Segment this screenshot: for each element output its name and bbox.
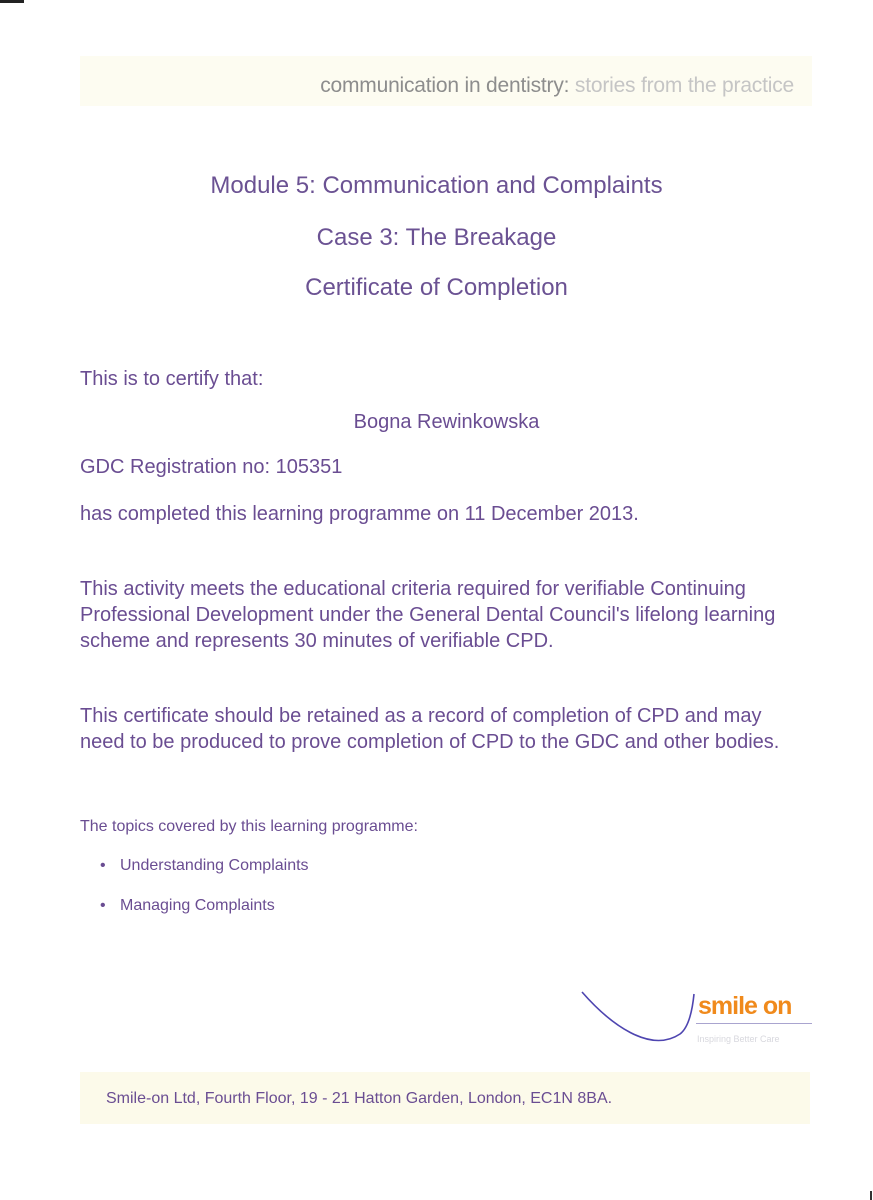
certificate-title: Certificate of Completion xyxy=(305,274,568,301)
certify-intro: This is to certify that: xyxy=(80,368,264,390)
gdc-registration: GDC Registration no: 105351 xyxy=(80,456,343,478)
logo-divider xyxy=(696,1023,812,1024)
completion-statement: has completed this learning programme on 11 December 2013. xyxy=(80,503,639,525)
case-title: Case 3: The Breakage xyxy=(316,224,557,251)
series-header xyxy=(80,56,812,106)
bullet-icon: • xyxy=(100,857,106,874)
series-title xyxy=(320,74,794,98)
logo-tagline: Inspiring Better Care xyxy=(697,1034,780,1044)
list-item xyxy=(100,896,309,936)
topics-list xyxy=(100,856,309,936)
scan-edge-mark xyxy=(0,0,24,3)
logo-wordmark: smile on xyxy=(698,992,792,1020)
swoosh-icon xyxy=(580,984,700,1054)
retain-paragraph: This certificate should be retained as a record of completion of CPD and may need to be produced to prove completion of CPD to the GDC and other bodies. xyxy=(80,705,780,753)
topics-heading: The topics covered by this learning programme: xyxy=(80,818,418,835)
footer xyxy=(80,1072,810,1124)
topic-label: Understanding Complaints xyxy=(120,857,309,874)
scan-corner-mark xyxy=(870,1191,872,1200)
footer-address: Smile-on Ltd, Fourth Floor, 19 - 21 Hatton Garden, London, EC1N 8BA. xyxy=(106,1090,613,1107)
module-title: Module 5: Communication and Complaints xyxy=(210,172,663,199)
series-title-suffix: stories from the practice xyxy=(574,74,794,97)
series-title-prefix: communication in dentistry: xyxy=(320,74,570,97)
smile-on-logo xyxy=(580,984,820,1054)
bullet-icon: • xyxy=(100,897,106,914)
recipient-name: Bogna Rewinkowska xyxy=(353,411,540,433)
list-item xyxy=(100,856,309,896)
cpd-paragraph: This activity meets the educational criteria required for verifiable Continuing Professional Development under the General Dental Council's lifelong learning scheme and represents 30 minutes of verifiable CPD. xyxy=(80,578,776,652)
topic-label: Managing Complaints xyxy=(120,897,275,914)
